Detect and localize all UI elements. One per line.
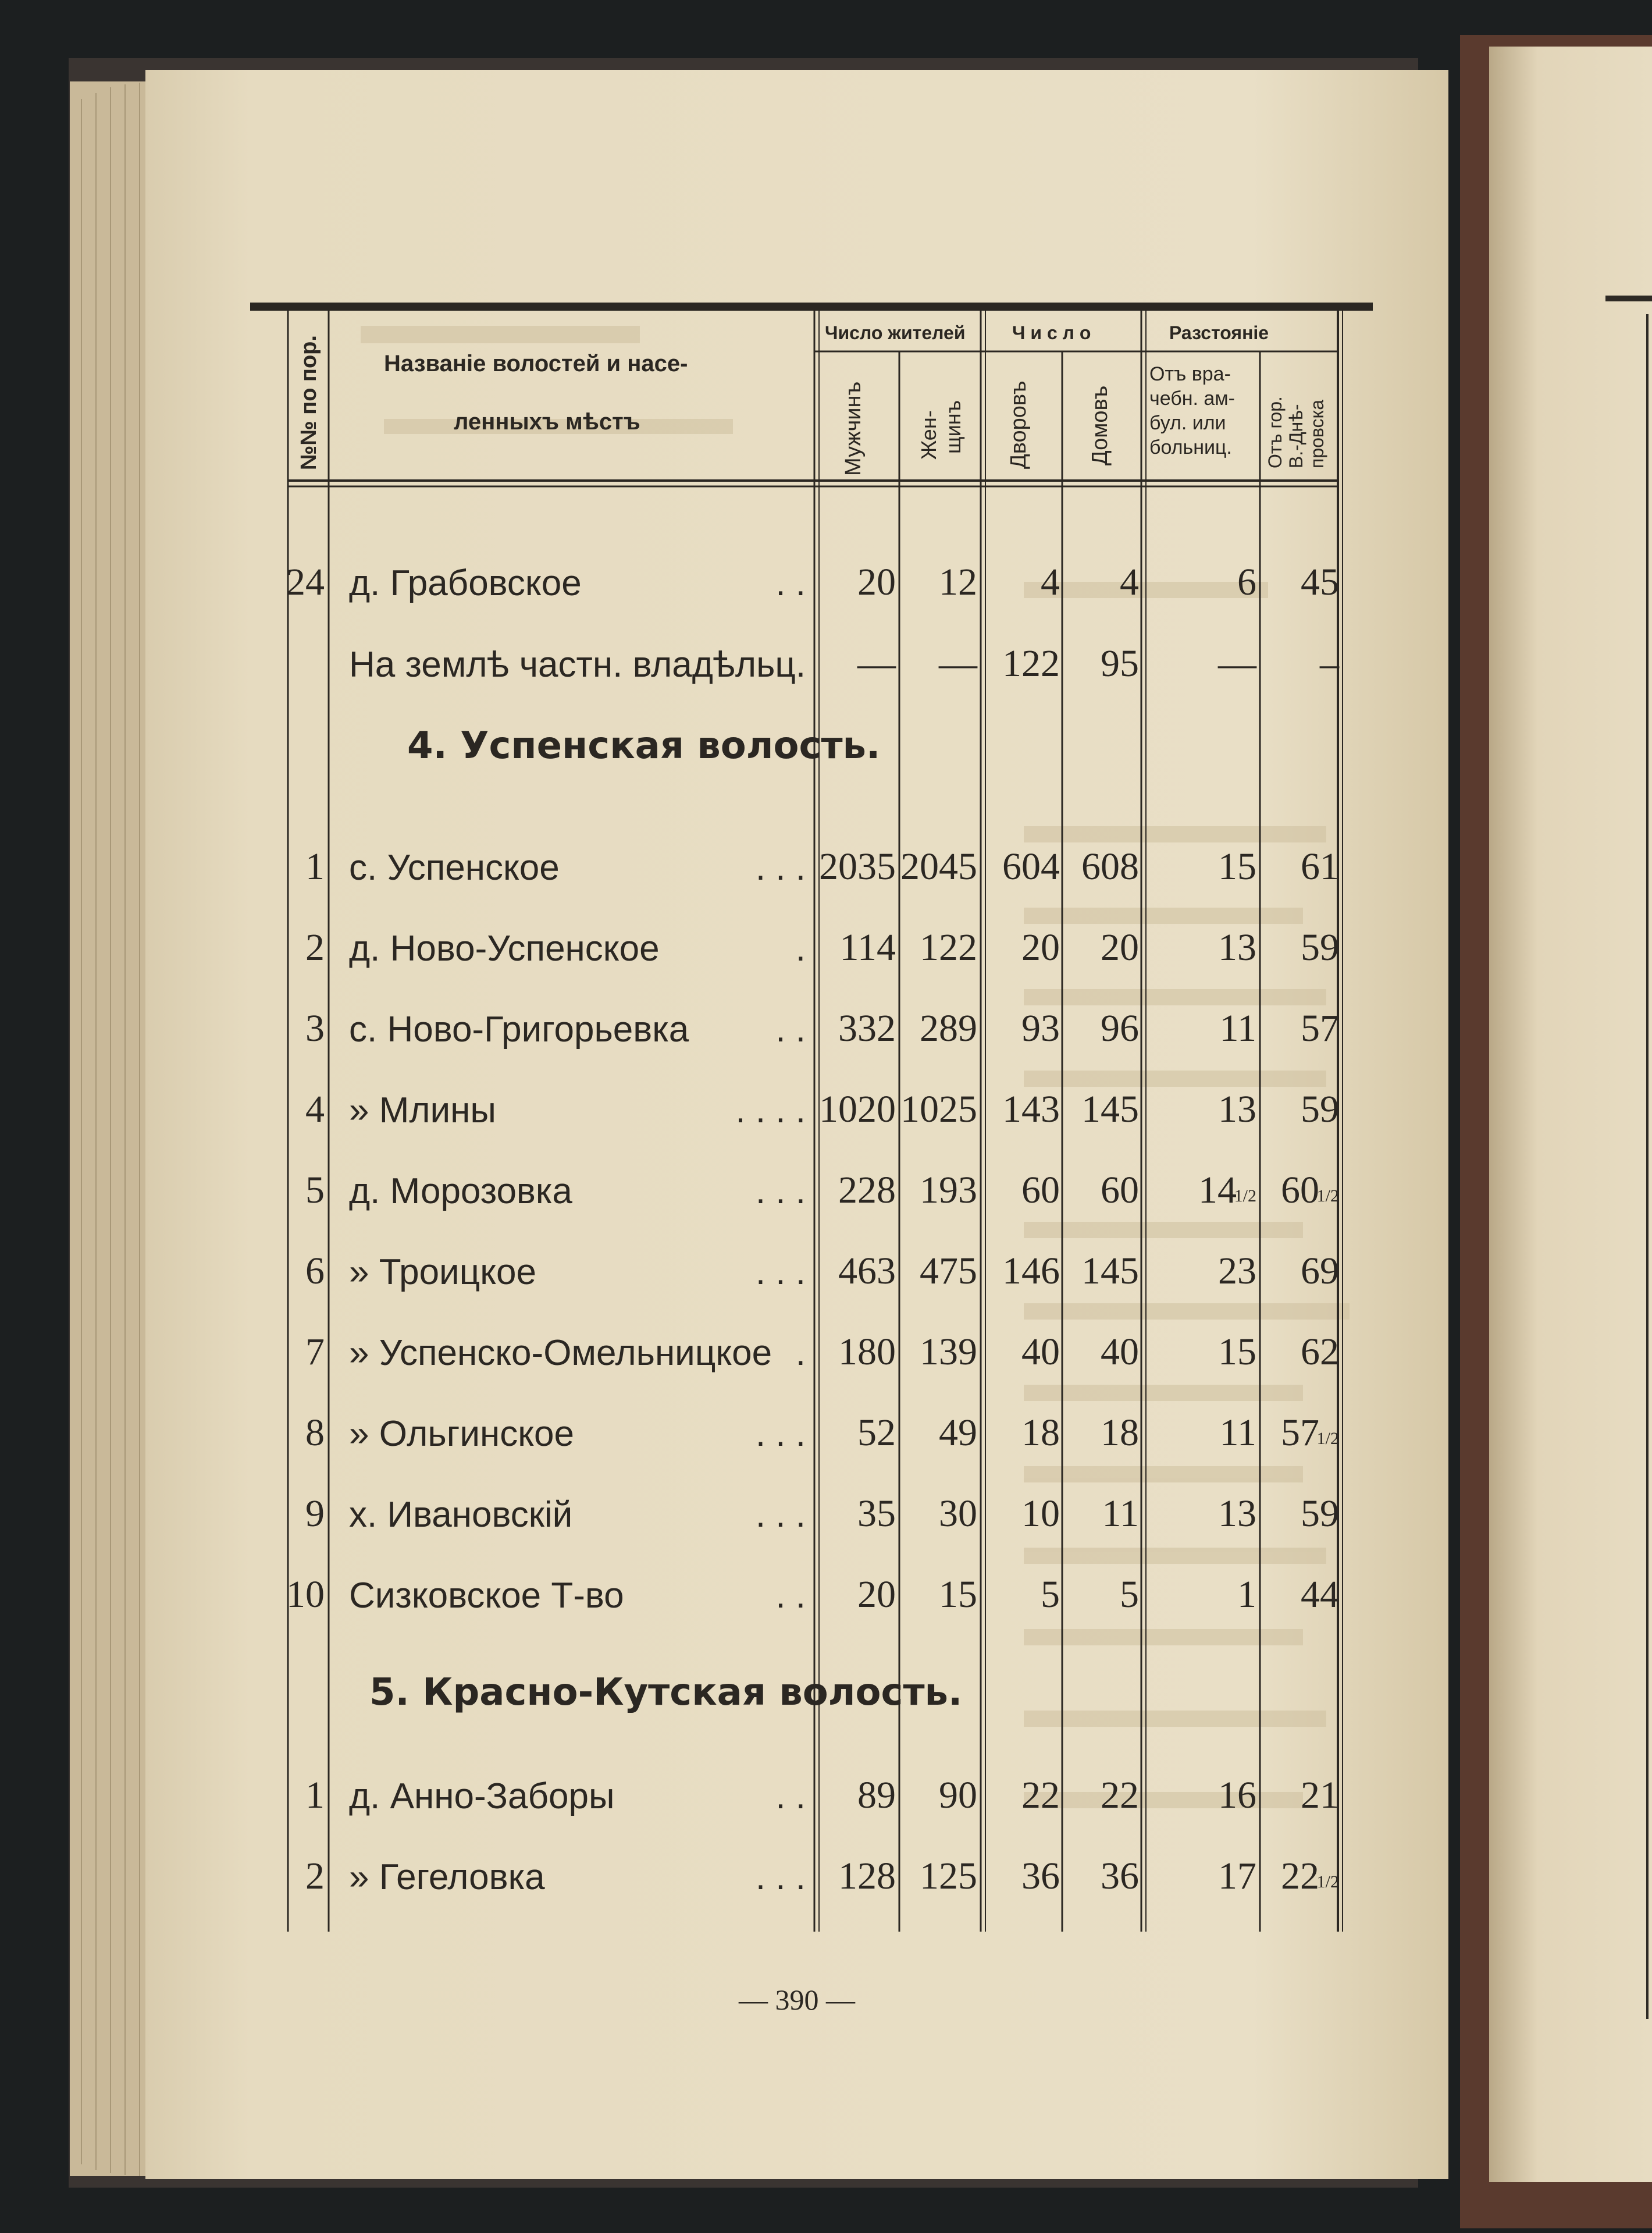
cell-city-fraction: 1/2 xyxy=(1316,1429,1339,1448)
row-number: 8 xyxy=(305,1411,325,1454)
cell-houses: 11 xyxy=(1102,1492,1139,1535)
cell-yards: 4 xyxy=(1041,561,1060,603)
cell-yards: 22 xyxy=(1021,1774,1060,1816)
settlement-name: х. Ивановскій xyxy=(349,1495,573,1535)
women-header-1: Жен- xyxy=(917,410,941,460)
row-number: 10 xyxy=(286,1573,325,1616)
cell-city: 61 xyxy=(1301,845,1339,888)
cell-men: 128 xyxy=(838,1855,896,1897)
cell-houses: 5 xyxy=(1120,1573,1139,1616)
leader-dots: . . xyxy=(775,1776,806,1816)
cell-houses: 18 xyxy=(1101,1411,1139,1454)
section-heading: 5. Красно-Кутская волость. xyxy=(369,1671,963,1714)
cell-doc: 15 xyxy=(1218,1331,1256,1373)
cell-doc: 14 xyxy=(1198,1169,1237,1211)
row-number: 4 xyxy=(305,1088,325,1130)
settlement-name: д. Анно-Заборы xyxy=(349,1776,615,1816)
settlement-name: » Млины xyxy=(349,1090,496,1130)
leader-dots: . . xyxy=(775,1009,806,1050)
cell-city: 60 xyxy=(1281,1169,1319,1211)
dist-doctor-header-4: больниц. xyxy=(1149,436,1232,458)
dist-doctor-header-1: Отъ вра- xyxy=(1149,363,1231,385)
cell-women: 475 xyxy=(920,1250,977,1292)
cell-houses: 4 xyxy=(1120,561,1139,603)
cell-yards: 18 xyxy=(1021,1411,1060,1454)
settlement-name: » Успенско-Омельницкое xyxy=(349,1333,772,1373)
cell-men: 2035 xyxy=(819,845,896,888)
settlement-name: На землѣ частн. владѣльц. xyxy=(349,645,806,685)
cell-doc: 6 xyxy=(1237,561,1256,603)
cell-doc: 1 xyxy=(1237,1573,1256,1616)
cell-women: 1025 xyxy=(900,1088,977,1130)
cell-doc: 17 xyxy=(1218,1855,1256,1897)
settlement-name: д. Морозовка xyxy=(349,1171,572,1211)
col-name-header-line2: ленныхъ мѣстъ xyxy=(454,409,640,435)
cell-doc-fraction: 1/2 xyxy=(1234,1186,1256,1206)
cell-doc: — xyxy=(1218,642,1256,685)
houses-header: Домовъ xyxy=(1088,385,1112,465)
cell-men: 228 xyxy=(838,1169,896,1211)
cell-yards: 10 xyxy=(1021,1492,1060,1535)
dist-doctor-header-3: бул. или xyxy=(1149,412,1226,434)
row-number: 9 xyxy=(305,1492,325,1535)
cell-men: 180 xyxy=(838,1331,896,1373)
settlement-name: Сизковское Т-во xyxy=(349,1576,624,1616)
row-number: 2 xyxy=(305,1855,325,1897)
cell-doc: 15 xyxy=(1218,845,1256,888)
row-number: 1 xyxy=(305,1774,325,1816)
cell-men: — xyxy=(857,642,896,685)
leader-dots: . . . . xyxy=(735,1090,806,1130)
settlement-name: с. Успенское xyxy=(349,848,560,888)
yards-header: Дворовъ xyxy=(1006,381,1031,469)
cell-city: 22 xyxy=(1281,1855,1319,1897)
row-number: 2 xyxy=(305,926,325,969)
cell-city-fraction: 1/2 xyxy=(1316,1872,1339,1891)
men-header: Мужчинъ xyxy=(841,381,866,476)
cell-city: 21 xyxy=(1301,1774,1339,1816)
settlement-name: д. Ново-Успенское xyxy=(349,929,660,969)
cell-city: – xyxy=(1320,642,1339,685)
leader-dots: . . . xyxy=(755,1171,806,1211)
cell-yards: 143 xyxy=(1002,1088,1060,1130)
cell-women: 289 xyxy=(920,1007,977,1050)
settlement-name: » Троицкое xyxy=(349,1252,536,1292)
cell-men: 1020 xyxy=(819,1088,896,1130)
cell-men: 89 xyxy=(857,1774,896,1816)
cell-city: 57 xyxy=(1281,1411,1319,1454)
row-number: 7 xyxy=(305,1331,325,1373)
cell-houses: 20 xyxy=(1101,926,1139,969)
cell-city: 59 xyxy=(1301,1088,1339,1130)
cell-women: 90 xyxy=(939,1774,977,1816)
cell-women: 12 xyxy=(939,561,977,603)
group-distance-header: Разстояніе xyxy=(1169,322,1269,343)
cell-men: 332 xyxy=(838,1007,896,1050)
cell-city: 45 xyxy=(1301,561,1339,603)
settlement-name: » Гегеловка xyxy=(349,1857,545,1897)
cell-houses: 40 xyxy=(1101,1331,1139,1373)
row-number: 5 xyxy=(305,1169,325,1211)
cell-men: 35 xyxy=(857,1492,896,1535)
cell-houses: 608 xyxy=(1081,845,1139,888)
dist-city-header-3: провска xyxy=(1306,399,1327,468)
cell-doc: 13 xyxy=(1218,1088,1256,1130)
settlement-name: д. Грабовское xyxy=(349,563,582,603)
cell-houses: 36 xyxy=(1101,1855,1139,1897)
dist-city-header-2: В.-Днѣ- xyxy=(1286,404,1306,468)
cell-doc: 23 xyxy=(1218,1250,1256,1292)
cell-men: 20 xyxy=(857,561,896,603)
cell-doc: 16 xyxy=(1218,1774,1256,1816)
dist-city-header-1: Отъ гор. xyxy=(1265,396,1286,468)
cell-women: — xyxy=(939,642,977,685)
cell-women: 30 xyxy=(939,1492,977,1535)
section-heading: 4. Успенская волость. xyxy=(407,724,881,767)
leader-dots: . . . xyxy=(755,1857,806,1897)
row-number: 1 xyxy=(305,845,325,888)
cell-women: 2045 xyxy=(900,845,977,888)
row-number: 3 xyxy=(305,1007,325,1050)
cell-houses: 145 xyxy=(1081,1088,1139,1130)
col-number-header: №№ по пор. xyxy=(297,335,321,470)
women-header-2: щинъ xyxy=(941,400,965,454)
row-number: 6 xyxy=(305,1250,325,1292)
cell-doc: 13 xyxy=(1218,926,1256,969)
cell-city-fraction: 1/2 xyxy=(1316,1186,1339,1206)
cell-women: 15 xyxy=(939,1573,977,1616)
col-name-header-line1: Названіе волостей и насе- xyxy=(384,351,688,376)
cell-women: 125 xyxy=(920,1855,977,1897)
settlement-name: с. Ново-Григорьевка xyxy=(349,1009,689,1050)
leader-dots: . . xyxy=(775,1576,806,1616)
cell-women: 139 xyxy=(920,1331,977,1373)
leader-dots: . . . xyxy=(755,848,806,888)
cell-yards: 60 xyxy=(1021,1169,1060,1211)
cell-yards: 5 xyxy=(1041,1573,1060,1616)
cell-houses: 145 xyxy=(1081,1250,1139,1292)
cell-houses: 95 xyxy=(1101,642,1139,685)
leader-dots: . . . xyxy=(755,1252,806,1292)
leader-dots: . xyxy=(795,929,806,969)
leader-dots: . . xyxy=(775,563,806,603)
cell-doc: 11 xyxy=(1219,1007,1256,1050)
cell-yards: 93 xyxy=(1021,1007,1060,1050)
cell-yards: 40 xyxy=(1021,1331,1060,1373)
cell-yards: 146 xyxy=(1002,1250,1060,1292)
group-count-header: Ч и с л о xyxy=(1012,322,1091,343)
cell-women: 49 xyxy=(939,1411,977,1454)
leader-dots: . . . xyxy=(755,1495,806,1535)
cell-city: 44 xyxy=(1301,1573,1339,1616)
cell-men: 463 xyxy=(838,1250,896,1292)
cell-city: 57 xyxy=(1301,1007,1339,1050)
cell-city: 59 xyxy=(1301,1492,1339,1535)
group-inhabitants-header: Число жителей xyxy=(825,322,966,343)
cell-yards: 36 xyxy=(1021,1855,1060,1897)
leader-dots: . . . xyxy=(755,1414,806,1454)
page-number: — 390 — xyxy=(739,1983,855,2016)
leader-dots: . xyxy=(795,1333,806,1373)
cell-doc: 11 xyxy=(1219,1411,1256,1454)
cell-men: 114 xyxy=(839,926,896,969)
cell-men: 20 xyxy=(857,1573,896,1616)
cell-doc: 13 xyxy=(1218,1492,1256,1535)
cell-city: 69 xyxy=(1301,1250,1339,1292)
cell-houses: 60 xyxy=(1101,1169,1139,1211)
settlement-name: » Ольгинское xyxy=(349,1414,574,1454)
cell-houses: 96 xyxy=(1101,1007,1139,1050)
dist-doctor-header-2: чебн. ам- xyxy=(1149,387,1235,410)
cell-city: 59 xyxy=(1301,926,1339,969)
cell-women: 122 xyxy=(920,926,977,969)
cell-houses: 22 xyxy=(1101,1774,1139,1816)
cell-yards: 604 xyxy=(1002,845,1060,888)
cell-yards: 20 xyxy=(1021,926,1060,969)
cell-women: 193 xyxy=(920,1169,977,1211)
cell-city: 62 xyxy=(1301,1331,1339,1373)
cell-men: 52 xyxy=(857,1411,896,1454)
cell-yards: 122 xyxy=(1002,642,1060,685)
row-number: 24 xyxy=(286,561,325,603)
